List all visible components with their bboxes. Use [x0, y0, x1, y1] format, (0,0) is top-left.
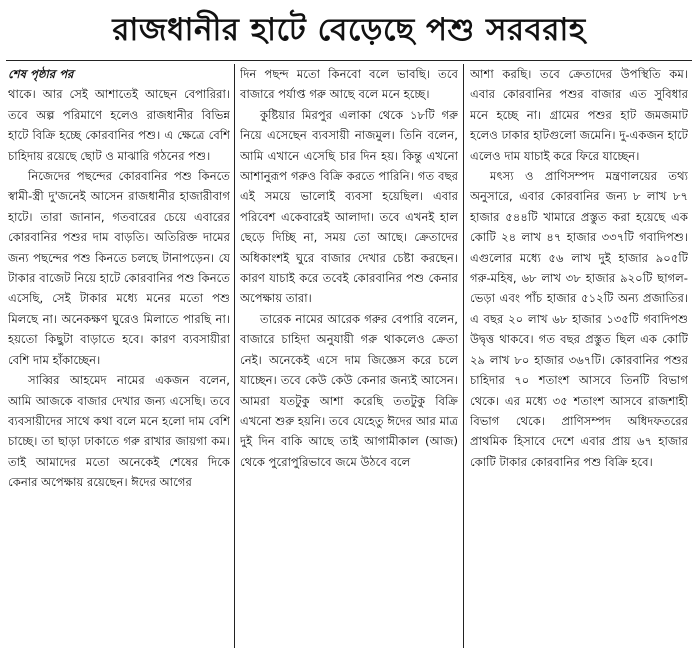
paragraph: কুষ্টিয়ার মিরপুর এলাকা থেকে ১৮টি গরু নিয়ে এসেছেন ব্যবসায়ী নাজমুল। তিনি বলেন, আমি এখানে এসেছি চার দিন হয়। কিন্তু এখনো আশানুরূপ গরুও বিক্রি করতে পারিনি। গত বছর এই সময়ে ভালোই ব্যবসা হয়েছিল। এবার পরিবেশ একেবারেই আলাদা। তবে এখনই হাল ছেড়ে দিচ্ছি না, সময় তো আছে। ক্রেতাদের অধিকাংশই ঘুরে বাজার দেখার চেষ্টা করছেন। কারণ যাচাই করে তবেই কোরবানির পশু কেনার অপেক্ষায় তারা।	[240, 107, 458, 306]
column-divider	[463, 64, 464, 648]
article-column-1	[8, 64, 230, 648]
paragraph: আশা করছি। তবে ক্রেতাদের উপস্থিতি কম। এবার কোরবানির পশুর বাজার এত সুবিধার মনে হচ্ছে না। গ্রামের পশুর হাট জমজমাট হলেও ঢাকার হাটগুলো জমেনি। দু-একজন হাটে এলেও দাম যাচাই করে ফিরে যাচ্ছেন।	[470, 67, 688, 163]
headline-rule	[6, 60, 692, 61]
article-column-2	[240, 64, 458, 648]
article-column-3	[470, 64, 688, 648]
continuation-kicker: শেষ পৃষ্ঠার পর	[8, 67, 74, 81]
paragraph: তারেক নামের আরেক গরুর বেপারি বলেন, বাজারে চাহিদা অনুযায়ী গরু থাকলেও ক্রেতা নেই। অনেকেই এসে দাম জিজ্ঞেস করে চলে যাচ্ছেন। তবে কেউ কেউ কেনার জন্যই আসেন। আমরা যতটুকু আশা করেছি ততটুকু বিক্রি এখনো শুরু হয়নি। তবে যেহেতু ঈদের আর মাত্র দুই দিন বাকি আছে তাই আগামীকাল (আজ) থেকে পুরোপুরিভাবে জমে উঠবে বলে	[240, 311, 458, 469]
paragraph: দিন পছন্দ মতো কিনবো বলে ভাবছি। তবে বাজারে পর্যাপ্ত গরু আছে বলে মনে হচ্ছে।	[240, 67, 458, 102]
paragraph: নিজেদের পছন্দের কোরবানির পশু কিনতে স্বামী-স্ত্রী দু'জনেই আসেন রাজধানীর হাজারীবাগ হাটে। তারা জানান, গতবারের চেয়ে এবারের কোরবানির পশুর দাম বাড়তি। অতিরিক্ত দামের জন্য পছন্দের পশু কিনতে চলছে টানাপড়েন। যে টাকার বাজেট নিয়ে হাটে কোরবানির পশু কিনতে এসেছি, সেই টাকার মধ্যে মনের মতো পশু মিলছে না। অনেকক্ষণ ঘুরেও মিলাতে পারছি না। হয়তো কিছুটা বাড়াতে হবে। কারণ ব্যবসায়ীরা বেশি দাম হাঁকাচ্ছেন।	[8, 169, 230, 367]
paragraph: থাকে। আর সেই আশাতেই আছেন বেপারিরা। তবে অল্প পরিমাণে হলেও রাজধানীর বিভিন্ন হাটে বিক্রি হচ্ছে কোরবানির পশু। এ ক্ষেত্রে বেশি চাহিদায় রয়েছে ছোট ও মাঝারি গঠনের পশু।	[8, 87, 230, 163]
column-divider	[234, 64, 235, 648]
paragraph: সাব্বির আহমেদ নামের একজন বলেন, আমি আজকে বাজার দেখার জন্য এসেছি। তবে ব্যবসায়ীদের সাথে কথা বলে মনে হলো দাম বেশি চাচ্ছে। তা ছাড়া ঢাকাতে গরু রাখার জায়গা কম। তাই আমাদের মতো অনেকেই শেষের দিকে কেনার অপেক্ষায় রয়েছেন। ঈদের আগের	[8, 373, 230, 490]
headline: রাজধানীর হাটে বেড়েছে পশু সরবরাহ	[112, 12, 586, 48]
paragraph: মৎস্য ও প্রাণিসম্পদ মন্ত্রণালয়ের তথ্য অনুসারে, এবার কোরবানির জন্য ৮ লাখ ৮৭ হাজার ৫৪৪টি খামারে প্রস্তুত করা হয়েছে এক কোটি ২৪ লাখ ৪৭ হাজার ৩৩৭টি গবাদিপশু। এগুলোর মধ্যে ৫৬ লাখ দুই হাজার ৯০৫টি গরু-মহিষ, ৬৮ লাখ ৩৮ হাজার ৯২০টি ছাগল-ভেড়া এবং পাঁচ হাজার ৫১২টি অন্য প্রজাতির। এ বছর ২০ লাখ ৬৮ হাজার ১৩৫টি গবাদিপশু উদ্বৃত্ত থাকবে। গত বছর প্রস্তুত ছিল এক কোটি ২৯ লাখ ৮০ হাজার ৩৬৭টি। কোরবানির পশুর চাহিদার ৭০ শতাংশ আসবে তিনটি বিভাগ থেকে। এর মধ্যে ৩৫ শতাংশ আসবে রাজশাহী বিভাগ থেকে। প্রাণিসম্পদ অধিদফতরের প্রাথমিক হিসাবে দেশে এবার প্রায় ৬৭ হাজার কোটি টাকার কোরবানির পশু বিক্রি হবে।	[470, 169, 688, 469]
